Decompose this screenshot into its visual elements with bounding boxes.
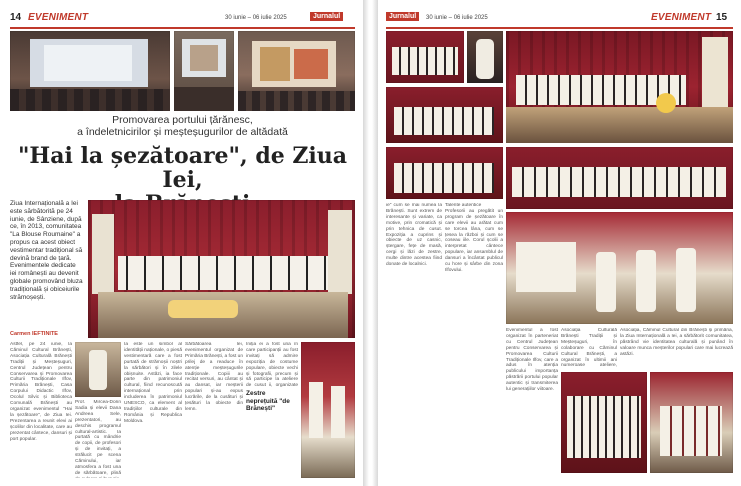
article-kicker: Promovarea portului țărănesc, a îndeletnicirilor și meșteșugurilor de altădată xyxy=(77,114,288,138)
photo-stage-children-3 xyxy=(386,147,503,199)
left-column-5: Iniția ei a fost una în care participanții au fost invitați să admire expoziția de costume populare, obiecte vechi și fotografii, precum și să participe la ateliere de cusut ii, organizate xyxy=(246,342,298,388)
photo-child-costume xyxy=(75,342,121,397)
photo-costume-display xyxy=(506,212,733,324)
photo-slide-presentation xyxy=(238,31,355,111)
left-page-header xyxy=(10,12,355,26)
left-column-4: Sărbătoarea Iei, evenimentul organizat de Primăria Brănești, a fost un prilej de a readuce în atenție meșteșugurile tradiționale. Copiii au recitat versuri, au cântat și au dansat, iar meșterii populari și-au expus lucrările, de la cusături și țesături la obiecte din lemn. xyxy=(185,342,243,412)
right-date: 30 iunie – 06 iulie 2025 xyxy=(426,15,488,21)
photo-portrait-girl xyxy=(467,31,503,83)
right-column-4: Asociația Culturală Brănești Tradiții și Meșteșuguri, în colaborare cu Căminul Cultural Brănești, a organizat în ultimii ani numeroase ateliere, xyxy=(561,328,617,368)
photo-stage-children-2 xyxy=(386,87,503,143)
left-section-label: EVENIMENT xyxy=(28,12,89,23)
right-page xyxy=(378,0,741,486)
left-logo: Jurnalul xyxy=(310,12,343,21)
photo-stage-children-1 xyxy=(386,31,464,83)
left-page xyxy=(0,0,363,486)
photo-stage-choir xyxy=(88,200,355,338)
photo-projection-audience xyxy=(10,31,170,111)
right-column-5: Asociația, Căminul Cultural din Brănești și primăria, la Ziua Internațională a Iei, a sărbătorit comunitatea, păstrând vie identitatea culturală și punând în valoare munca meșterilor populari care mai lucrează astăzi. xyxy=(620,328,733,357)
left-subhead: Zestre neprețuită "de Brănești" xyxy=(246,390,290,412)
right-column-1: ie" cum se mai numea la Brănești. Sunt extrem de interesante și variate, ca motive, prin cromatică și prin tehnica de cusut. Expoziția a cuprins și obiecte de uz casnic, ștergare, fețe de masă, cergi și lăzi de zestre, multe dintre acestea fiind donate de localnici. xyxy=(386,203,442,268)
photo-projection-screen xyxy=(174,31,234,111)
left-column-3: Ia este un simbol al identității naționale, o piesă vestimentară care a fost purtată de strămoșii noștri la sărbători și în zilele obișnuite. Astăzi, ia face parte din patrimoniul cultural, fiind recunoscută internațional prin includerea în patrimoniul UNESCO, ca element al tradițiilor culturale din România și Republica Moldova. xyxy=(124,342,182,424)
right-page-number: 15 xyxy=(716,12,728,23)
photo-children-group xyxy=(650,372,733,473)
right-column-3: Evenimentul a fost organizat în parteneriat cu Centrul Județean pentru Conservarea și Promovarea Culturii Tradiționale Ilfov, care a adus în atenția publicului importanța păstrării portului popular autentic și transmiterea lui generațiilor viitoare. xyxy=(506,328,558,393)
photo-costumed-girls xyxy=(301,342,355,478)
left-column-2: Prof. Mircea-Dorin Sadia și elevii Dana Andreea Sele, prezentatori, au deschis programul cultural-artistic. Ia purtată cu mândrie de copii, de profesori și de invitați, a strălucit pe scena Căminului, iar atmosfera a fost una de sărbătoare, plină xyxy=(75,400,121,476)
right-section-label: EVENIMENT xyxy=(651,12,712,23)
left-date: 30 iunie – 06 iulie 2025 xyxy=(225,15,287,21)
left-page-number: 14 xyxy=(10,12,22,23)
right-logo: Jurnalul xyxy=(386,12,419,21)
right-header-rule xyxy=(386,27,733,29)
photo-exhibition-stage xyxy=(506,31,733,143)
photo-stage-dancers xyxy=(506,147,733,209)
left-column-1: Astfel, pe 24 iunie, la Căminul Cultural Brănești, Asociația Culturală Brănești Tradiții și Meșteșuguri, Centrul Județean pentru Conservarea și Promovarea Culturii Tradiționale Ilfov, Primăria Brănești, Casa Corpului Didactic Ilfov, Ocolul Silvic și Biblioteca Comunală Brănești au organizat evenimentul "Hai la șezătoare", de Ziua Iei. Prezentarea a reunit elevi ai școlilor din localitate, care au prezentat cântece, dansuri și port popular. xyxy=(10,342,72,442)
page-gutter xyxy=(363,0,378,486)
left-header-rule xyxy=(10,27,355,29)
right-page-header xyxy=(386,12,733,26)
right-column-2: Talente autentice Profesorii au pregătit un program de șezătoare în care elevii au arătat cum se torcea lâna, cum se țesea la război și cum se coseau iile. Corul școlii a interpretat cântece populare, iar ansamblul de dansuri a încântat publicul cu hore și sârbe din zona Ilfovului. xyxy=(445,203,503,273)
article-author: Carmen IEFTINITE xyxy=(10,331,58,337)
article-intro: Ziua Internațională a Iei este sărbătorită pe 24 iunie, de Sânziene, după ce, în 2013, comunitatea "La Blouse Roumaine" a propus ca acest obiect vestimentar tradițional să devină brand de țară. Evenimentele dedicate iei românești au devenit globale promovând bluza tradițională și obiceiurile strămoșești. xyxy=(10,200,83,301)
article-headline: "Hai la șezătoare", de Ziua Iei, xyxy=(17,143,348,193)
photo-choir-rows xyxy=(561,372,647,473)
